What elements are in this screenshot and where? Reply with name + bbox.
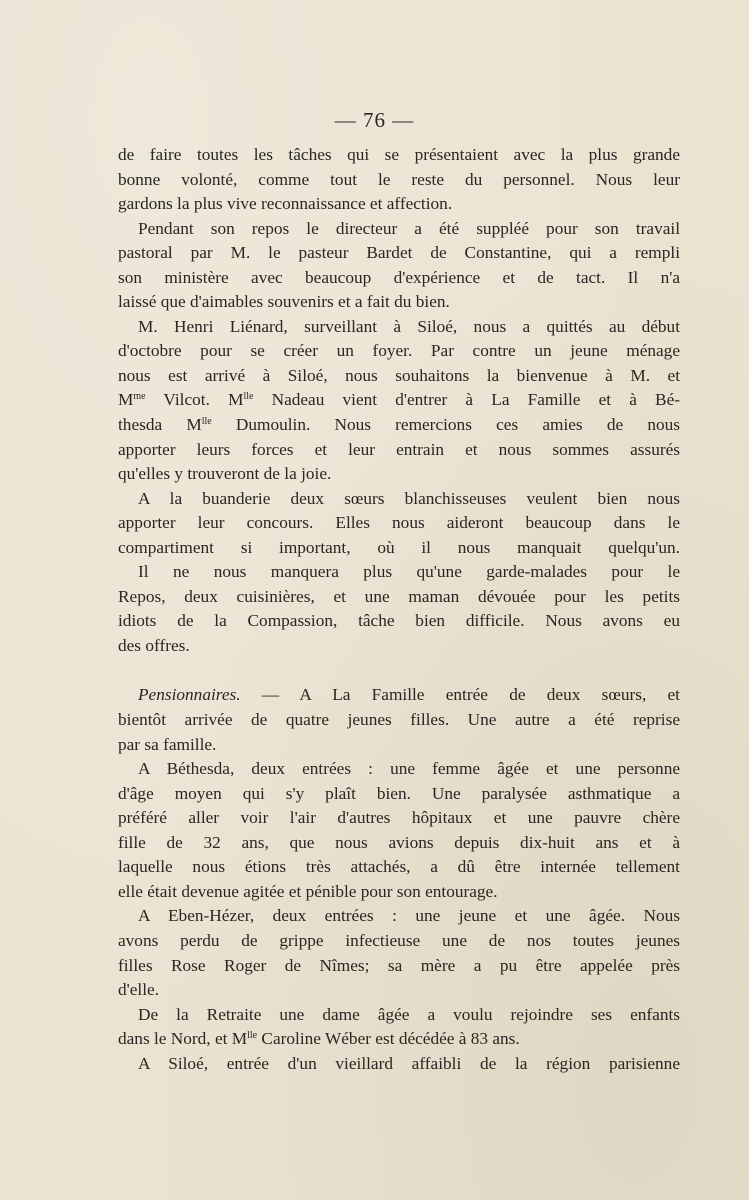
paragraph bbox=[118, 315, 680, 487]
text-line: d'âge moyen qui s'y plaît bien. Une paralysée asthmatique a bbox=[118, 783, 680, 803]
text-line: Pendant son repos le directeur a été suppléé pour son travail bbox=[138, 218, 680, 238]
text-line: laquelle nous étions très attachés, a dû être internée tellement bbox=[118, 857, 680, 877]
text-line: apporter leurs forces et leur entrain et nous sommes assurés bbox=[118, 439, 680, 459]
text-line: A Eben-Hézer, deux entrées : une jeune et une âgée. Nous bbox=[138, 906, 680, 926]
text-line: des offres. bbox=[118, 635, 190, 655]
text-line: fille de 32 ans, que nous avions depuis dix-huit ans et à bbox=[118, 832, 680, 852]
text-line bbox=[118, 683, 680, 708]
text-line: Repos, deux cuisinières, et une maman dévouée pour les petits bbox=[118, 586, 680, 606]
text-line: pastoral par M. le pasteur Bardet de Constantine, qui a rempli bbox=[118, 243, 680, 263]
paragraph bbox=[118, 683, 680, 757]
text-line: bientôt arrivée de quatre jeunes filles. Une autre a été reprise bbox=[118, 710, 680, 730]
paragraph bbox=[118, 904, 680, 1002]
text-line: avons perdu de grippe infectieuse une de nos toutes jeunes bbox=[118, 930, 680, 950]
paragraph bbox=[118, 1052, 680, 1077]
text-fragment: Vilcot. M bbox=[145, 390, 244, 410]
text-line: gardons la plus vive reconnaissance et affection. bbox=[118, 194, 453, 214]
text-line: A Béthesda, deux entrées : une femme âgée et une personne bbox=[138, 759, 680, 779]
text-line bbox=[118, 388, 680, 413]
paragraph bbox=[118, 757, 680, 904]
text-line: d'octobre pour se créer un foyer. Par contre un jeune ménage bbox=[118, 341, 680, 361]
text-fragment: dans le Nord, et M bbox=[118, 1029, 248, 1049]
text-line: qu'elles y trouveront de la joie. bbox=[118, 464, 332, 484]
text-fragment: Dumoulin. Nous remercions ces amies de nous bbox=[211, 415, 680, 435]
text-line: d'elle. bbox=[118, 980, 160, 1000]
text-fragment: Nadeau vient d'entrer à La Famille et à Bé- bbox=[253, 390, 680, 410]
text-line: préféré aller voir l'air d'autres hôpitaux et une pauvre chère bbox=[118, 808, 680, 828]
page-number: — 76 — bbox=[334, 108, 415, 132]
superscript: lle bbox=[247, 1030, 258, 1042]
paragraph bbox=[118, 487, 680, 561]
text-line: compartiment si important, où il nous manquait quelqu'un. bbox=[118, 537, 680, 557]
text-fragment: thesda M bbox=[118, 415, 202, 435]
text-line: apporter leur concours. Elles nous aideront beaucoup dans le bbox=[118, 513, 680, 533]
text-line: M. Henri Liénard, surveillant à Siloé, nous a quittés au début bbox=[138, 316, 680, 336]
text-line: bonne volonté, comme tout le reste du personnel. Nous leur bbox=[118, 169, 680, 189]
text-fragment: — A La Famille entrée de deux sœurs, et bbox=[240, 685, 680, 705]
text-line: son ministère avec beaucoup d'expérience et de tact. Il n'a bbox=[118, 267, 680, 287]
paragraph-gap bbox=[118, 658, 680, 683]
text-line: De la Retraite une dame âgée a voulu rejoindre ses enfants bbox=[138, 1004, 680, 1024]
text-line: A la buanderie deux sœurs blanchisseuses veulent bien nous bbox=[138, 488, 680, 508]
section-label: Pensionnaires. bbox=[138, 685, 241, 705]
text-line bbox=[118, 413, 680, 438]
body-text bbox=[118, 143, 680, 1076]
text-fragment: Caroline Wéber est décédée à 83 ans. bbox=[257, 1029, 520, 1049]
superscript: lle bbox=[201, 416, 212, 428]
paragraph bbox=[118, 1003, 680, 1052]
text-line: idiots de la Compassion, tâche bien difficile. Nous avons eu bbox=[118, 611, 680, 631]
text-line: elle était devenue agitée et pénible pour son entourage. bbox=[118, 881, 498, 901]
text-line: Il ne nous manquera plus qu'une garde-malades pour le bbox=[138, 562, 680, 582]
superscript: me bbox=[133, 391, 146, 403]
text-fragment: M bbox=[118, 390, 134, 410]
text-line: laissé que d'aimables souvenirs et a fait du bien. bbox=[118, 292, 450, 312]
text-line: de faire toutes les tâches qui se présentaient avec la plus grande bbox=[118, 145, 680, 164]
text-line: nous est arrivé à Siloé, nous souhaitons la bienvenue à M. et bbox=[118, 365, 680, 385]
text-line bbox=[118, 1027, 680, 1052]
text-line: par sa famille. bbox=[118, 734, 217, 754]
paragraph bbox=[118, 560, 680, 658]
superscript: lle bbox=[243, 391, 254, 403]
text-line: A Siloé, entrée d'un vieillard affaibli de la région parisienne bbox=[138, 1053, 680, 1073]
paragraph bbox=[118, 217, 680, 315]
text-line: filles Rose Roger de Nîmes; sa mère a pu être appelée près bbox=[118, 955, 680, 975]
paragraph bbox=[118, 143, 680, 217]
